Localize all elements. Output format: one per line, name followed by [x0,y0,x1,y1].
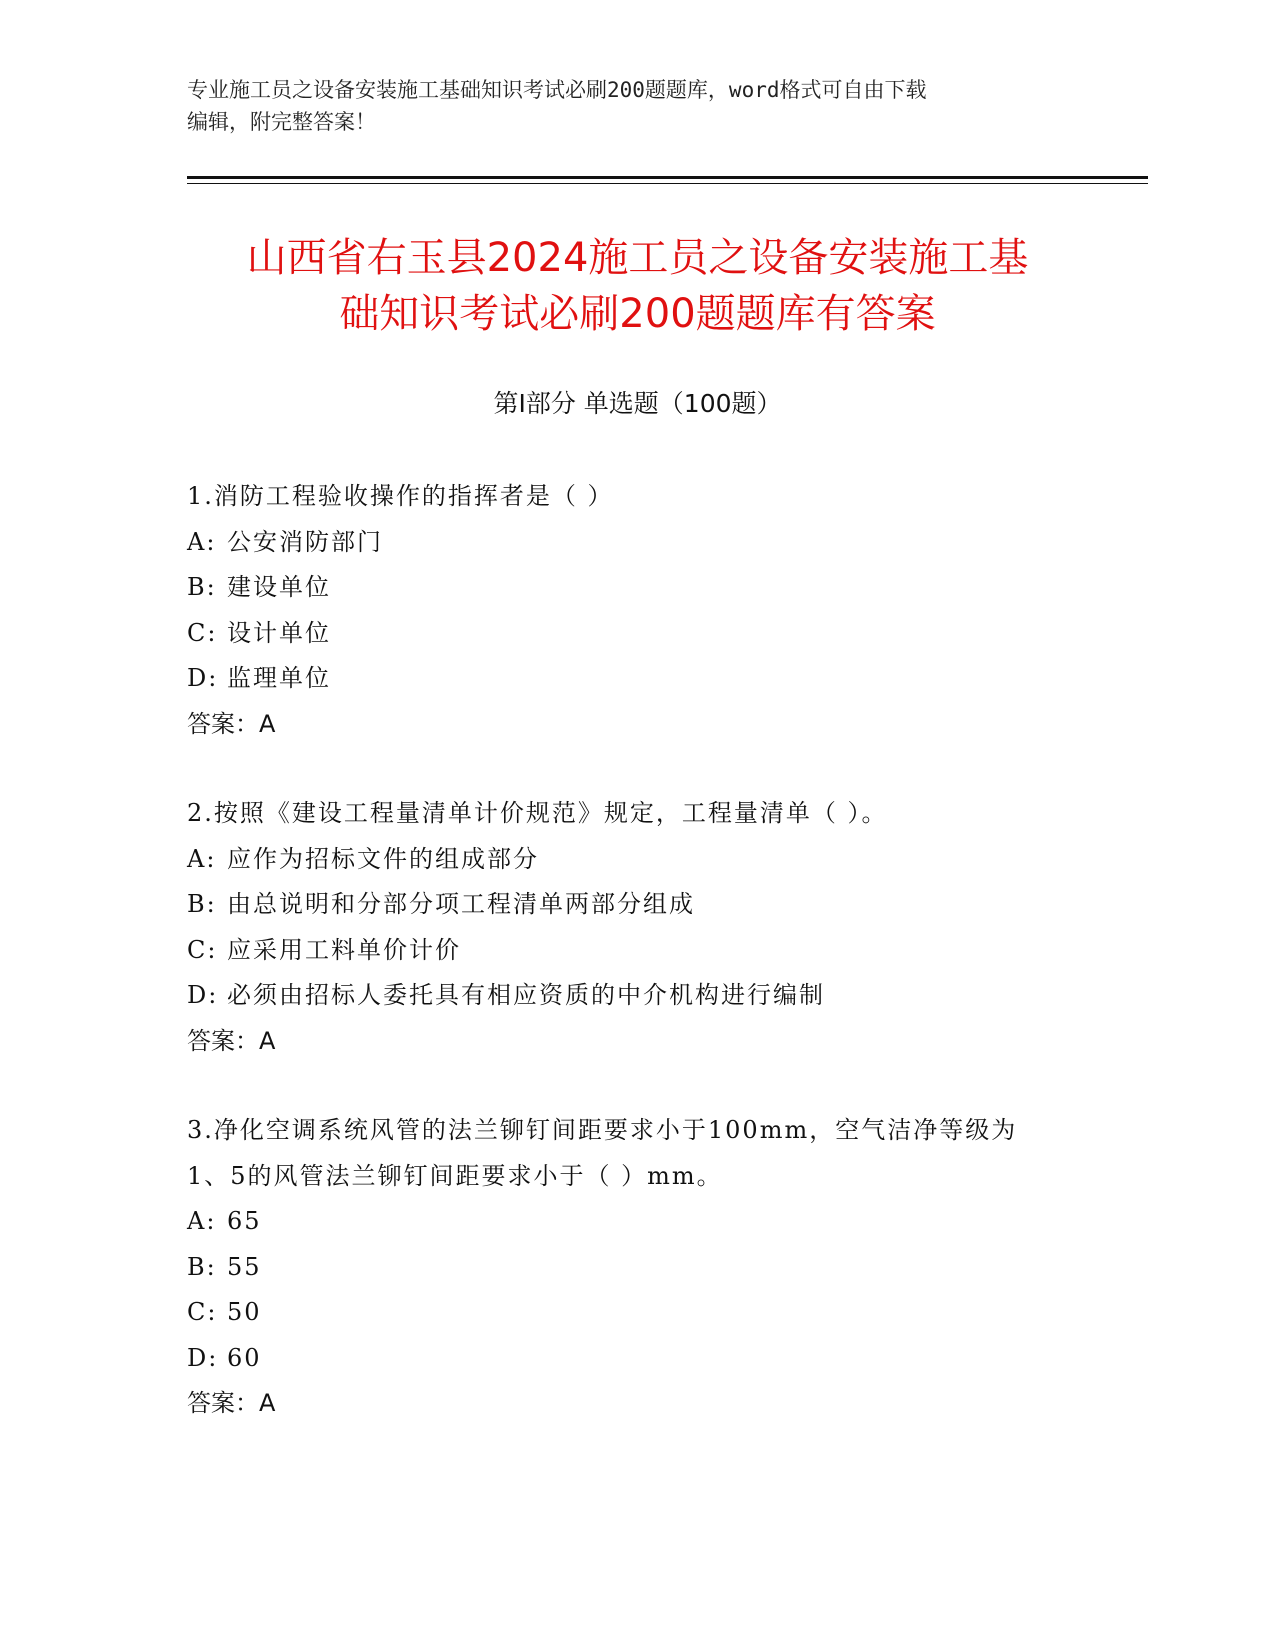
header-rule-thick [187,176,1148,179]
option-key: A: [187,527,217,556]
option-key: B: [187,890,217,918]
option-d [187,973,1087,1019]
option-key: C: [187,618,218,647]
option-c [187,1290,1087,1336]
option-c [187,611,1087,657]
option-text: 必须由招标人委托具有相应资质的中介机构进行编制 [227,981,825,1009]
option-text: 应作为招标文件的组成部分 [227,844,539,873]
option-key: C: [187,1298,218,1326]
option-d [187,656,1087,702]
option-text: 公安消防部门 [227,527,383,556]
header-note [187,74,1087,138]
option-text: 建设单位 [227,573,331,601]
option-text: 60 [227,1343,262,1372]
question-2 [187,791,1087,1064]
option-key: D: [187,1343,219,1372]
document-title-line-2: 础知识考试必刷200题题库有答案 [339,291,936,337]
option-d [187,1336,1087,1382]
answer-line: 答案：A [187,1026,276,1055]
option-b [187,1245,1087,1291]
question-list [187,474,1087,1471]
answer-line: 答案：A [187,709,276,738]
option-text: 应采用工料单价计价 [227,935,461,964]
option-text: 设计单位 [227,618,331,647]
option-text: 监理单位 [227,664,331,692]
header-rule-thin [187,183,1148,184]
question-stem: 2.按照《建设工程量清单计价规范》规定，工程量清单（ ）。 [187,799,888,827]
option-b [187,565,1087,611]
question-1 [187,474,1087,747]
option-a [187,837,1087,883]
option-key: D: [187,664,219,692]
option-key: D: [187,981,219,1009]
option-key: B: [187,1252,217,1281]
document-title-line-1: 山西省右玉县2024施工员之设备安装施工基 [246,235,1029,281]
option-key: C: [187,935,218,964]
option-text: 55 [227,1252,262,1281]
header-note-line-2: 编辑，附完整答案！ [187,110,376,134]
question-stem-line-2: 1、5的风管法兰铆钉间距要求小于（ ）mm。 [187,1161,723,1190]
header-note-line-1: 专业施工员之设备安装施工基础知识考试必刷200题题库，word格式可自由下载 [187,78,927,102]
section-title: 第Ⅰ部分 单选题（100题） [493,389,782,418]
option-c [187,928,1087,974]
option-a [187,1199,1087,1245]
question-stem-line-1: 3.净化空调系统风管的法兰铆钉间距要求小于100mm，空气洁净等级为 [187,1116,1018,1144]
answer-line: 答案：A [187,1389,276,1417]
option-key: A: [187,1207,217,1235]
option-b [187,882,1087,928]
option-text: 50 [227,1298,262,1326]
option-key: A: [187,844,217,873]
question-3 [187,1108,1087,1427]
option-text: 65 [227,1207,262,1235]
document-title [150,230,1125,342]
option-text: 由总说明和分部分项工程清单两部分组成 [227,890,695,918]
option-a [187,520,1087,566]
option-key: B: [187,573,217,601]
question-stem: 1.消防工程验收操作的指挥者是（ ） [187,482,614,510]
